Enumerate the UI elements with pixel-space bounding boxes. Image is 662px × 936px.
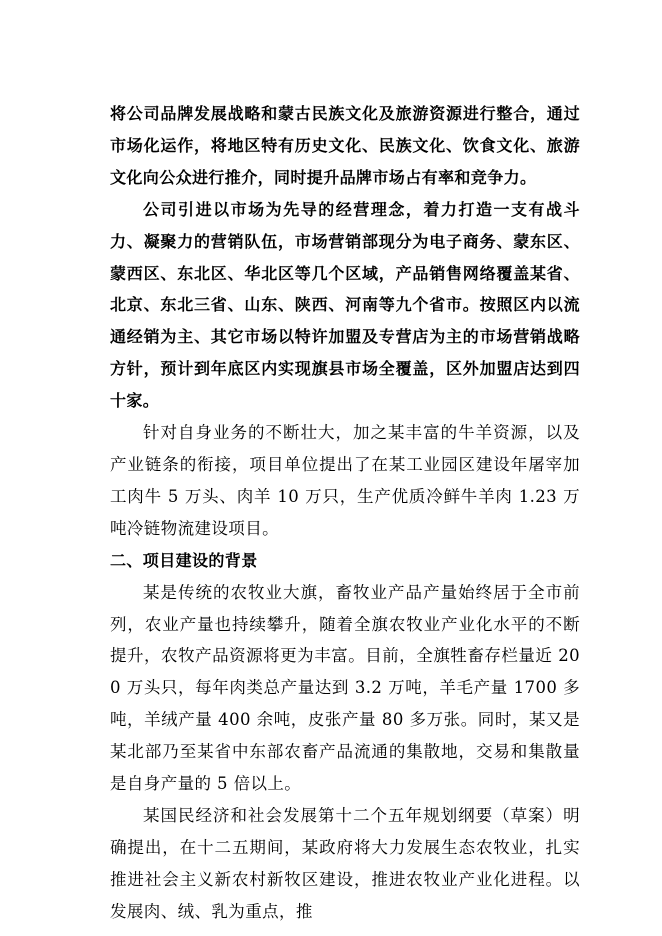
paragraph-agriculture: 某是传统的农牧业大旗，畜牧业产品产量始终居于全市前列，农业产量也持续攀升，随着全旗农牧业产业化水平的不断提升，农牧产品资源将更为丰富。目前，全旗牲畜存栏量近 200 万头只，每年肉类总产量达到 3.2 万吨，羊毛产量 1700 多吨，羊绒产量 400 余吨，皮张产量 80 多万张。同时，某又是某北部乃至某省中东部农畜产品流通的集散地，交易和集散量是自身产量的 5 倍以上。 — [110, 582, 580, 794]
section-heading-background: 二、项目建设的背景 — [110, 550, 258, 570]
paragraph-marketing: 公司引进以市场为先导的经营理念，着力打造一支有战斗力、凝聚力的营销队伍，市场营销部现分为电子商务、蒙东区、蒙西区、东北区、华北区等几个区域，产品销售网络覆盖某省、北京、东北三省、山东、陕西、河南等九个省市。按照区内以流通经销为主、其它市场以特许加盟及专营店为主的市场营销战略方针，预计到年底区内实现旗县市场全覆盖，区外加盟店达到四十家。 — [110, 199, 580, 411]
paragraph-five-year-plan: 某国民经济和社会发展第十二个五年规划纲要（草案）明确提出，在十二五期间，某政府将大力发展生态农牧业，扎实推进社会主义新农村新牧区建设，推进农牧业产业化进程。以发展肉、绒、乳为重点，推 — [110, 805, 580, 921]
paragraph-project-proposal: 针对自身业务的不断壮大，加之某丰富的牛羊资源，以及产业链条的衔接，项目单位提出了在某工业园区建设年屠宰加工肉牛 5 万头、肉羊 10 万只，生产优质冷鲜牛羊肉 1.23 万吨冷链物流建设项目。 — [110, 423, 580, 538]
paragraph-brand-strategy: 将公司品牌发展战略和蒙古民族文化及旅游资源进行整合，通过市场化运作，将地区特有历史文化、民族文化、饮食文化、旅游文化向公众进行推介，同时提升品牌市场占有率和竞争力。 — [110, 104, 580, 187]
document-body — [110, 98, 580, 928]
